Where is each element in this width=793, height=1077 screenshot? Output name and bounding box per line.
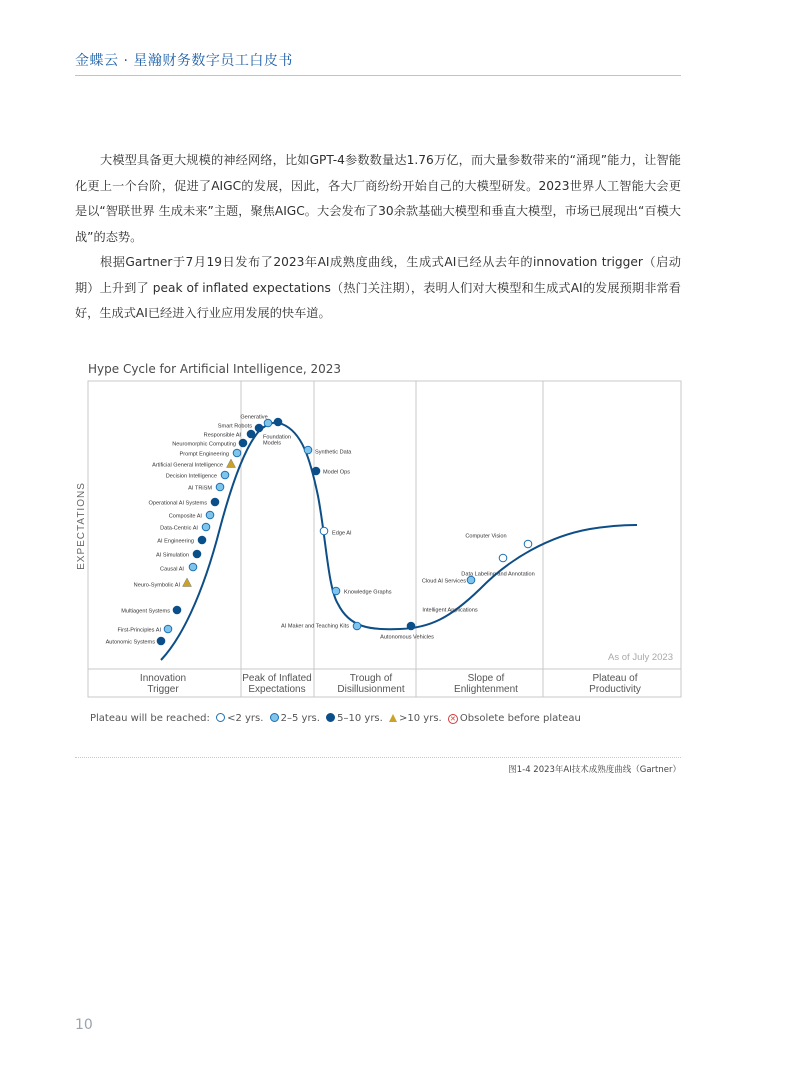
tech-marker-foundation-models: [274, 418, 282, 426]
hype-curve: [161, 423, 637, 660]
tech-marker-multiagent-systems: [173, 606, 181, 614]
legend-obsolete-icon: ✕: [448, 714, 458, 724]
tech-label-computer-vision: Computer Vision: [465, 533, 507, 540]
tech-label-data-labeling-and-annotation: Data Labeling and Annotation: [461, 571, 535, 578]
phase-label-innovation-trigger-2: Trigger: [147, 684, 179, 695]
tech-marker-synthetic-data: [304, 446, 312, 454]
tech-label-model-ops: Model Ops: [323, 469, 351, 476]
legend-gt10-label: >10 yrs.: [399, 713, 442, 724]
phase-label-peak: Peak of Inflated: [242, 673, 312, 684]
phase-label-innovation-trigger: Innovation: [139, 673, 187, 684]
technology-markers: [106, 414, 535, 645]
tech-marker-ai-engineering: [198, 536, 206, 544]
legend-5to10-label: 5–10 yrs.: [337, 713, 383, 724]
tech-label-multiagent-systems: Multiagent Systems: [121, 608, 170, 615]
tech-label-operational-ai-systems: Operational AI Systems: [148, 500, 207, 507]
hype-cycle-chart: [70, 378, 685, 703]
legend-prefix: Plateau will be reached:: [90, 713, 210, 724]
tech-marker-autonomic-systems: [157, 637, 165, 645]
caption-divider: [75, 757, 681, 758]
chart-title: Hype Cycle for Artificial Intelligence, 2023: [88, 362, 342, 376]
tech-marker-prompt-engineering: [233, 449, 241, 457]
tech-marker-causal-ai: [189, 563, 197, 571]
tech-marker-data-centric-ai: [202, 523, 210, 531]
tech-label-responsible-ai: Responsible AI: [203, 432, 241, 439]
tech-marker-ai-trism: [216, 483, 224, 491]
tech-label-ai-trism: AI TRiSM: [188, 485, 212, 492]
tech-label-foundation-models: Foundation: [263, 434, 291, 441]
phase-labels: [140, 673, 641, 695]
tech-label-neuromorphic-computing: Neuromorphic Computing: [172, 441, 236, 448]
legend-2to5-swatch: [270, 713, 279, 722]
tech-label-data-centric-ai: Data-Centric AI: [160, 525, 198, 532]
tech-marker-smart-robots: [255, 424, 263, 432]
page-number: 10: [75, 1017, 93, 1033]
tech-marker-data-labeling-and-annotation: [499, 554, 507, 562]
paragraph-2: 根据Gartner于7月19日发布了2023年AI成熟度曲线，生成式AI已经从去年的innovation trigger（启动期）上升到了 peak of inflated expectations（热门关注期），表明人们对大模型和生成式AI的发展预期非常看好，生成式AI已经进入行业应用发展的快车道。: [75, 255, 681, 320]
tech-marker-model-ops: [312, 467, 320, 475]
legend-5to10-swatch: [326, 713, 335, 722]
paragraph-1: 大模型具备更大规模的神经网络，比如GPT-4参数数量达1.76万亿，而大量参数带来的“涌现”能力，让智能化更上一个台阶，促进了AIGC的发展，因此，各大厂商纷纷开始自己的大模型研发。2023世界人工智能大会更是以“智联世界 生成未来”主题，聚焦AIGC。大会发布了30余款基础大模型和垂直大模型，市场已展现出“百模大战”的态势。: [75, 153, 681, 244]
tech-label-composite-ai: Composite AI: [168, 513, 202, 520]
tech-label-synthetic-data: Synthetic Data: [315, 449, 352, 456]
legend-obsolete-label: Obsolete before plateau: [459, 713, 581, 724]
tech-label-cloud-ai-services: Cloud AI Services: [421, 578, 466, 585]
phase-label-plateau: Plateau of: [592, 673, 638, 684]
tech-marker-edge-ai: [320, 527, 328, 535]
tech-marker-ai-simulation: [193, 550, 201, 558]
tech-marker-computer-vision: [524, 540, 532, 548]
tech-label-first-principles-ai: First-Principles AI: [117, 627, 161, 634]
tech-marker-decision-intelligence: [221, 471, 229, 479]
tech-label-autonomic-systems: Autonomic Systems: [105, 639, 155, 646]
tech-label-edge-ai: Edge AI: [332, 530, 352, 537]
tech-marker-neuro-symbolic-ai: [183, 578, 192, 587]
tech-label-artificial-general-intelligence: Artificial General Intelligence: [152, 462, 223, 469]
tech-label-autonomous-vehicles: Autonomous Vehicles: [380, 634, 434, 641]
phase-label-trough-2: Disillusionment: [337, 684, 405, 695]
tech-label-generative: Generative: [240, 414, 268, 421]
tech-label-ai-maker-and-teaching-kits: AI Maker and Teaching Kits: [281, 623, 349, 630]
tech-label-smart-robots: Smart Robots: [217, 423, 252, 430]
tech-marker-ai-maker-and-teaching-kits: [353, 622, 361, 630]
header-title: 金蝶云 · 星瀚财务数字员工白皮书: [75, 53, 293, 69]
header-divider: [75, 75, 681, 76]
phase-label-plateau-2: Productivity: [589, 684, 641, 695]
legend-gt10-triangle-icon: [389, 714, 397, 722]
tech-marker-operational-ai-systems: [211, 498, 219, 506]
legend-lt2-swatch: [216, 713, 225, 722]
tech-marker-artificial-general-intelligence: [227, 459, 236, 468]
figure-caption: 图1-4 2023年AI技术成熟度曲线（Gartner）: [508, 765, 681, 775]
phase-label-slope-2: Enlightenment: [454, 684, 518, 695]
chart-legend: [90, 713, 581, 724]
tech-marker-first-principles-ai: [164, 625, 172, 633]
tech-marker-knowledge-graphs: [332, 587, 340, 595]
tech-label-intelligent-applications: Intelligent Applications: [422, 607, 478, 614]
tech-label-ai-engineering: AI Engineering: [157, 538, 194, 545]
tech-label-ai-simulation: AI Simulation: [156, 552, 189, 559]
tech-label-neuro-symbolic-ai: Neuro-Symbolic AI: [133, 582, 180, 589]
phase-label-slope: Slope of: [467, 673, 505, 684]
tech-marker-composite-ai: [206, 511, 214, 519]
tech-label-prompt-engineering: Prompt Engineering: [179, 451, 229, 458]
phase-label-peak-2: Expectations: [248, 684, 306, 695]
tech-marker-responsible-ai: [247, 430, 255, 438]
tech-label-decision-intelligence: Decision Intelligence: [165, 473, 217, 480]
y-axis-label: EXPECTATIONS: [76, 482, 87, 570]
phase-label-trough: Trough of: [349, 673, 393, 684]
as-of-label: As of July 2023: [608, 652, 673, 663]
legend-2to5-label: 2–5 yrs.: [280, 713, 320, 724]
tech-marker-neuromorphic-computing: [239, 439, 247, 447]
tech-label-causal-ai: Causal AI: [160, 566, 184, 573]
legend-lt2-label: <2 yrs.: [227, 713, 264, 724]
tech-label-knowledge-graphs: Knowledge Graphs: [344, 589, 392, 596]
tech-label-foundation-models-2: Models: [263, 440, 282, 447]
tech-marker-autonomous-vehicles: [407, 622, 415, 630]
